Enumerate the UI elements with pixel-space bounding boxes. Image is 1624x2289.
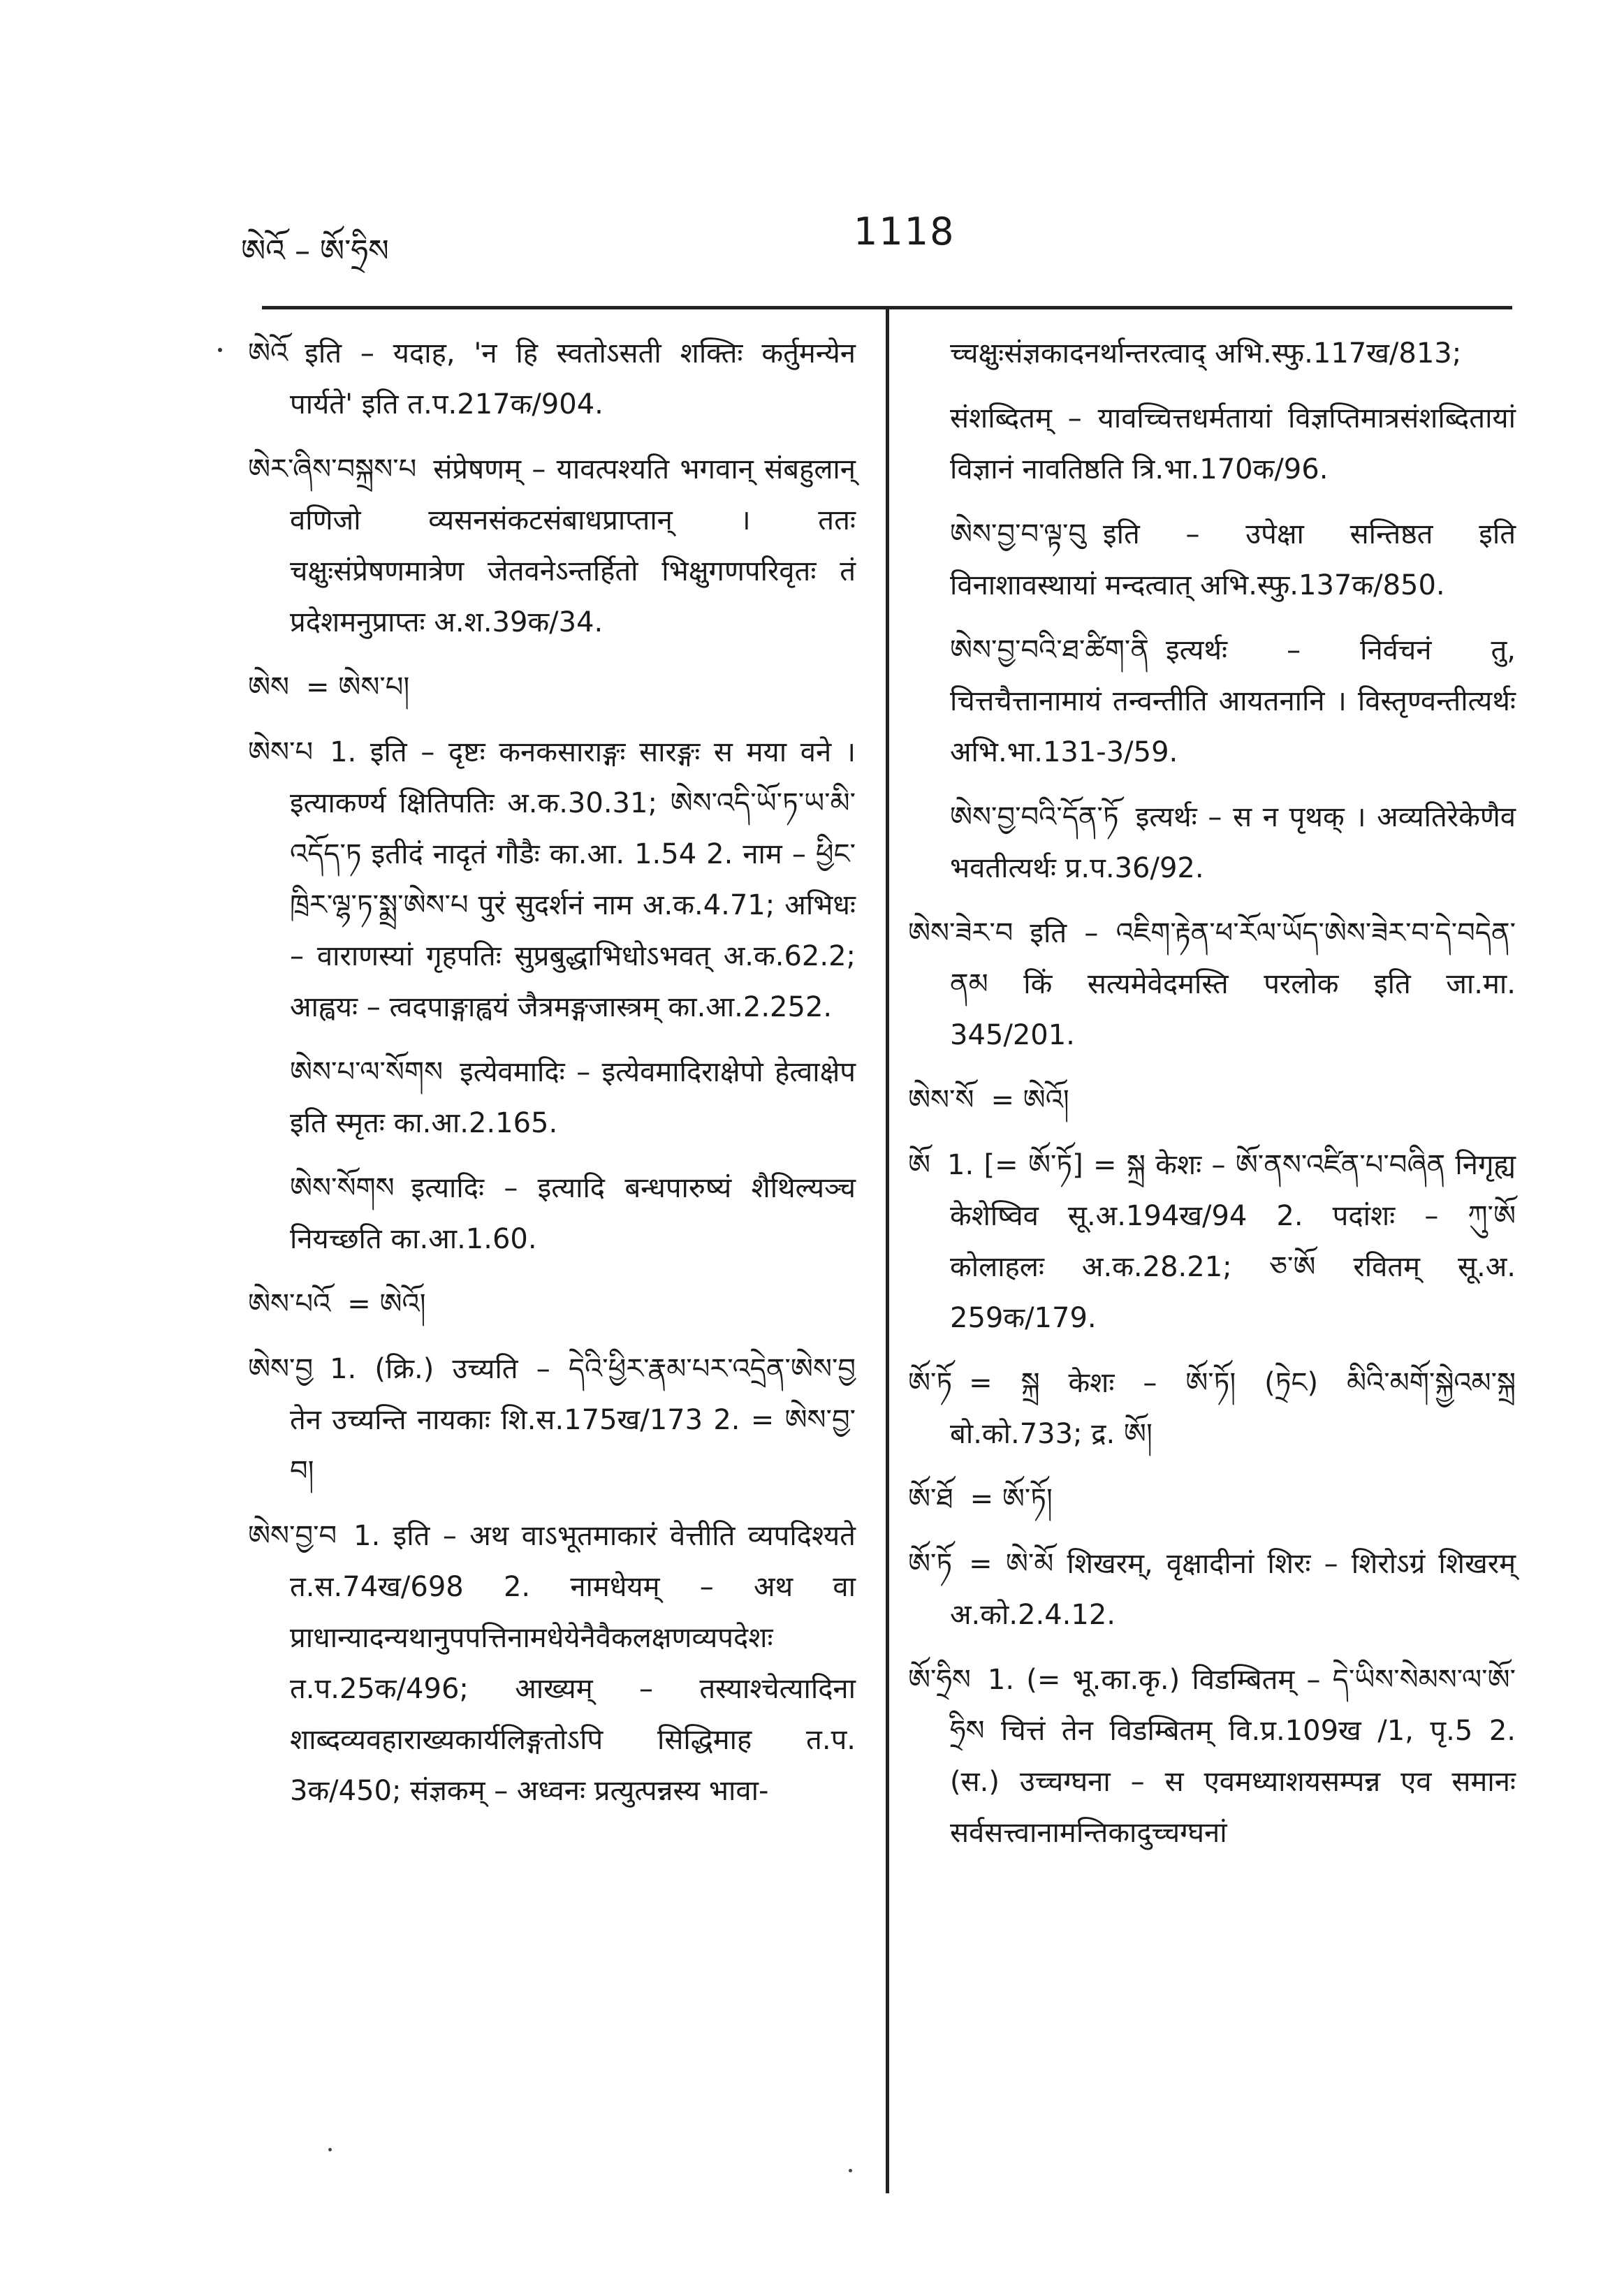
dictionary-entry [908,509,1516,611]
headword: ཨེས་བྱ [248,1353,314,1385]
entry-text: इत्येवमादिः – इत्येवमादिराक्षेपो हेत्वाक्षेप इति स्मृतः का.आ.2.165. [290,1056,856,1139]
headword: ཨེས [248,671,290,703]
entry-text: इत्यर्थः – निर्वचनं तु, चित्तचैत्तानामायं तन्वन्तीति आयतनानि । विस्तृण्वन्तीत्यर्थः अभि.भा.131-3/59. [950,634,1516,768]
headword: ཨེས་པ་ལ་སོགས [290,1056,444,1088]
headword: ཨེས་པ [248,736,314,768]
headword: ཨེས་སོ [908,1084,974,1116]
dictionary-entry [908,1539,1516,1641]
entry-text: इति – འཇིག་རྟེན་ཕ་རོལ་ཡོད་ཨེས་ཟེར་བ་དེ་བདེན་ནམ किं सत्यमेवेदमस्ति परलोक इति जा.मा. 345/201. [950,917,1516,1051]
left-column [248,328,856,1831]
entry-text: = ཨེའོ། [990,1084,1069,1116]
headword: ཨེས་བྱ་བའི་དོན་ཏོ [950,801,1119,833]
entry-text: इत्यादिः – इत्यादि बन्धपारुष्यं शैथिल्यञ्च नियच्छति का.आ.1.60. [290,1172,856,1255]
headword: ཨོ་ཐོ [908,1483,953,1515]
headword: ཨེས་པའོ [248,1288,331,1320]
dictionary-entry [248,662,856,713]
headword: ཨེས་བྱ་བའི་ཐ་ཚིག་ནི [950,634,1149,666]
entry-text: संप्रेषणम् – यावत्पश्यति भगवान् संबहुलान् वणिजो व्यसनसंकटसंबाधप्राप्तान् । ततः चक्षुःसंप्रेषणमात्रेण जेतवनेऽन्तर्हितो भिक्षुगणपरिवृतः तं प्रदेशमनुप्राप्तः अ.श.39क/34. [290,453,856,638]
headword: ཨེས་སོགས [290,1172,395,1204]
headword: ཨོ་ཧྲིས [908,1664,971,1696]
dictionary-entry [908,393,1516,495]
entry-text: 1. (क्रि.) उच्यति – དེའི་ཕྱིར་རྣམ་པར་འདྲེན་ཨེས་བྱ तेन उच्यन्ति नायकाः शि.स.175ख/173 2. = ཨེས་བྱ་བ། [290,1353,856,1487]
dictionary-entry [908,1474,1516,1525]
entry-text: = ཨེས་པ། [306,671,410,703]
column-divider [886,307,889,2193]
entry-text: = ཨེ་མོ शिखरम्, वृक्षादीनां शिरः – शिरोऽग्रं शिखरम् अ.को.2.4.12. [950,1548,1516,1631]
dictionary-entry [248,1511,856,1817]
dictionary-entry [248,727,856,1033]
entry-text: इत्यर्थः – स न पृथक् । अव्यतिरेकेणैव भवतीत्यर्थः प्र.प.36/92. [950,801,1516,884]
entry-text: इति – उपेक्षा सन्तिष्ठत इति विनाशावस्थायां मन्दत्वात् अभि.स्फु.137क/850. [950,518,1516,601]
entry-text: 1. इति – अथ वाऽभूतमाकारं वेत्तीति व्यपदिश्यते त.स.74ख/698 2. नामधेयम् – अथ वा प्राधान्यादन्यथानुपपत्तिनामधेयेनैवैकलक्षणव्यपदेशः त.प.25क/496; आख्यम् – तस्याश्चेत्यादिना शाब्दव्यवहाराख्यकार्यलिङ्गतोऽपि सिद्धिमाह त.प. 3क/450; संज्ञकम् – अध्वनः प्रत्युत्पन्नस्य भावा- [290,1520,856,1807]
headword: ཨེས་བྱ་བ [248,1520,337,1552]
dictionary-entry [908,908,1516,1061]
scan-speck [849,2169,852,2172]
dictionary-entry [908,1075,1516,1126]
entry-text: = ཨོ་ཏོ། [970,1483,1053,1515]
page-number: 1118 [854,210,956,254]
dictionary-entry [248,1344,856,1497]
entry-text: = སྐྲ केशः – ཨོ་ཏོ། (ཏྲེང) མིའི་མགོ་སྐྱེའམ་སྐྲ बो.को.733; द्र. ཨོ། [950,1367,1516,1450]
headword: ཨེས་ཟེར་བ [908,917,1014,949]
headword: ཨེར་ཞིས་བསྐྲས་པ [248,453,417,485]
scan-speck [328,2148,332,2151]
headword: ཨེའོ [248,337,288,370]
dictionary-entry [908,792,1516,894]
entry-text: 1. (= भू.का.कृ.) विडम्बितम् – དེ་ཡིས་སེམས་ལ་ཨོ་ཧྲིས चित्तं तेन विडम्बितम् वि.प्र.109ख /1, पृ.5 2. (स.) उच्चग्घना – स एवमध्याशयसम्पन्न एव समानः सर्वसत्त्वानामन्तिकादुच्चग्घनां [950,1664,1516,1849]
entry-text: इति – यदाह, 'न हि स्वतोऽसती शक्तिः कर्तुमन्येन पार्यते' इति त.प.217क/904. [290,337,856,420]
running-head: ཨེའོ – ཨོ་ཧྲིས [241,233,389,269]
entry-text: च्चक्षुःसंज्ञकादनर्थान्तरत्वाद् अभि.स्फु.117ख/813; [950,337,1462,370]
headword: ཨེས་བྱ་བ་ལྟ་བུ [950,518,1086,550]
entry-text: = ཨེའོ། [347,1288,426,1320]
dictionary-entry [908,1358,1516,1460]
entry-text: संशब्दितम् – यावच्चित्तधर्मतायां विज्ञप्तिमात्रसंशब्दितायां विज्ञानं नावतिष्ठति त्रि.भा.170क/96. [950,402,1516,485]
right-column [908,328,1516,1873]
dictionary-entry [248,1047,856,1149]
headword: ཨོ [908,1149,931,1181]
entry-text: 1. इति – दृष्टः कनकसाराङ्गः सारङ्गः स मया वने । इत्याकर्ण्य क्षितिपतिः अ.क.30.31; ཨེས་འདི་ཡོ་ཏ་ཡ་མི་འདོད་ཏ इतीदं नादृतं गौडैः का.आ. 1.54 2. नाम – ཕྱིང་ཁྲིར་ལྷ་ཏ་སྨྲ་ཨེས་པ पुरं सुदर्शनं नाम अ.क.4.71; अभिधः – वाराणस्यां गृहपतिः सुप्रबुद्धाभिधोऽभवत् अ.क.62.2; आह्वयः – त्वदपाङ्गाह्वयं जैत्रमङ्गजास्त्रम् का.आ.2.252. [290,736,856,1023]
dictionary-entry [908,328,1516,379]
headword: ཨོ་ཏོ [908,1367,953,1399]
dictionary-entry [248,444,856,648]
margin-mark [218,348,222,352]
dictionary-entry [248,1279,856,1330]
dictionary-entry [908,625,1516,778]
headword: ཨོ་ཏོ [908,1548,953,1580]
dictionary-entry [908,1140,1516,1344]
dictionary-entry [908,1655,1516,1859]
page-header [0,210,1624,272]
entry-text: 1. [= ཨོ་ཏོ] = སྐྲ केशः – ཨོ་ནས་འཛིན་པ་བཞིན निगृह्य केशेष्विव सू.अ.194ख/94 2. पदांशः – ཀུ་ཨོ कोलाहलः अ.क.28.21; ཅ་ཨོ रवितम् सू.अ. 259क/179. [947,1149,1516,1334]
dictionary-entry [248,328,856,430]
dictionary-entry [248,1163,856,1265]
